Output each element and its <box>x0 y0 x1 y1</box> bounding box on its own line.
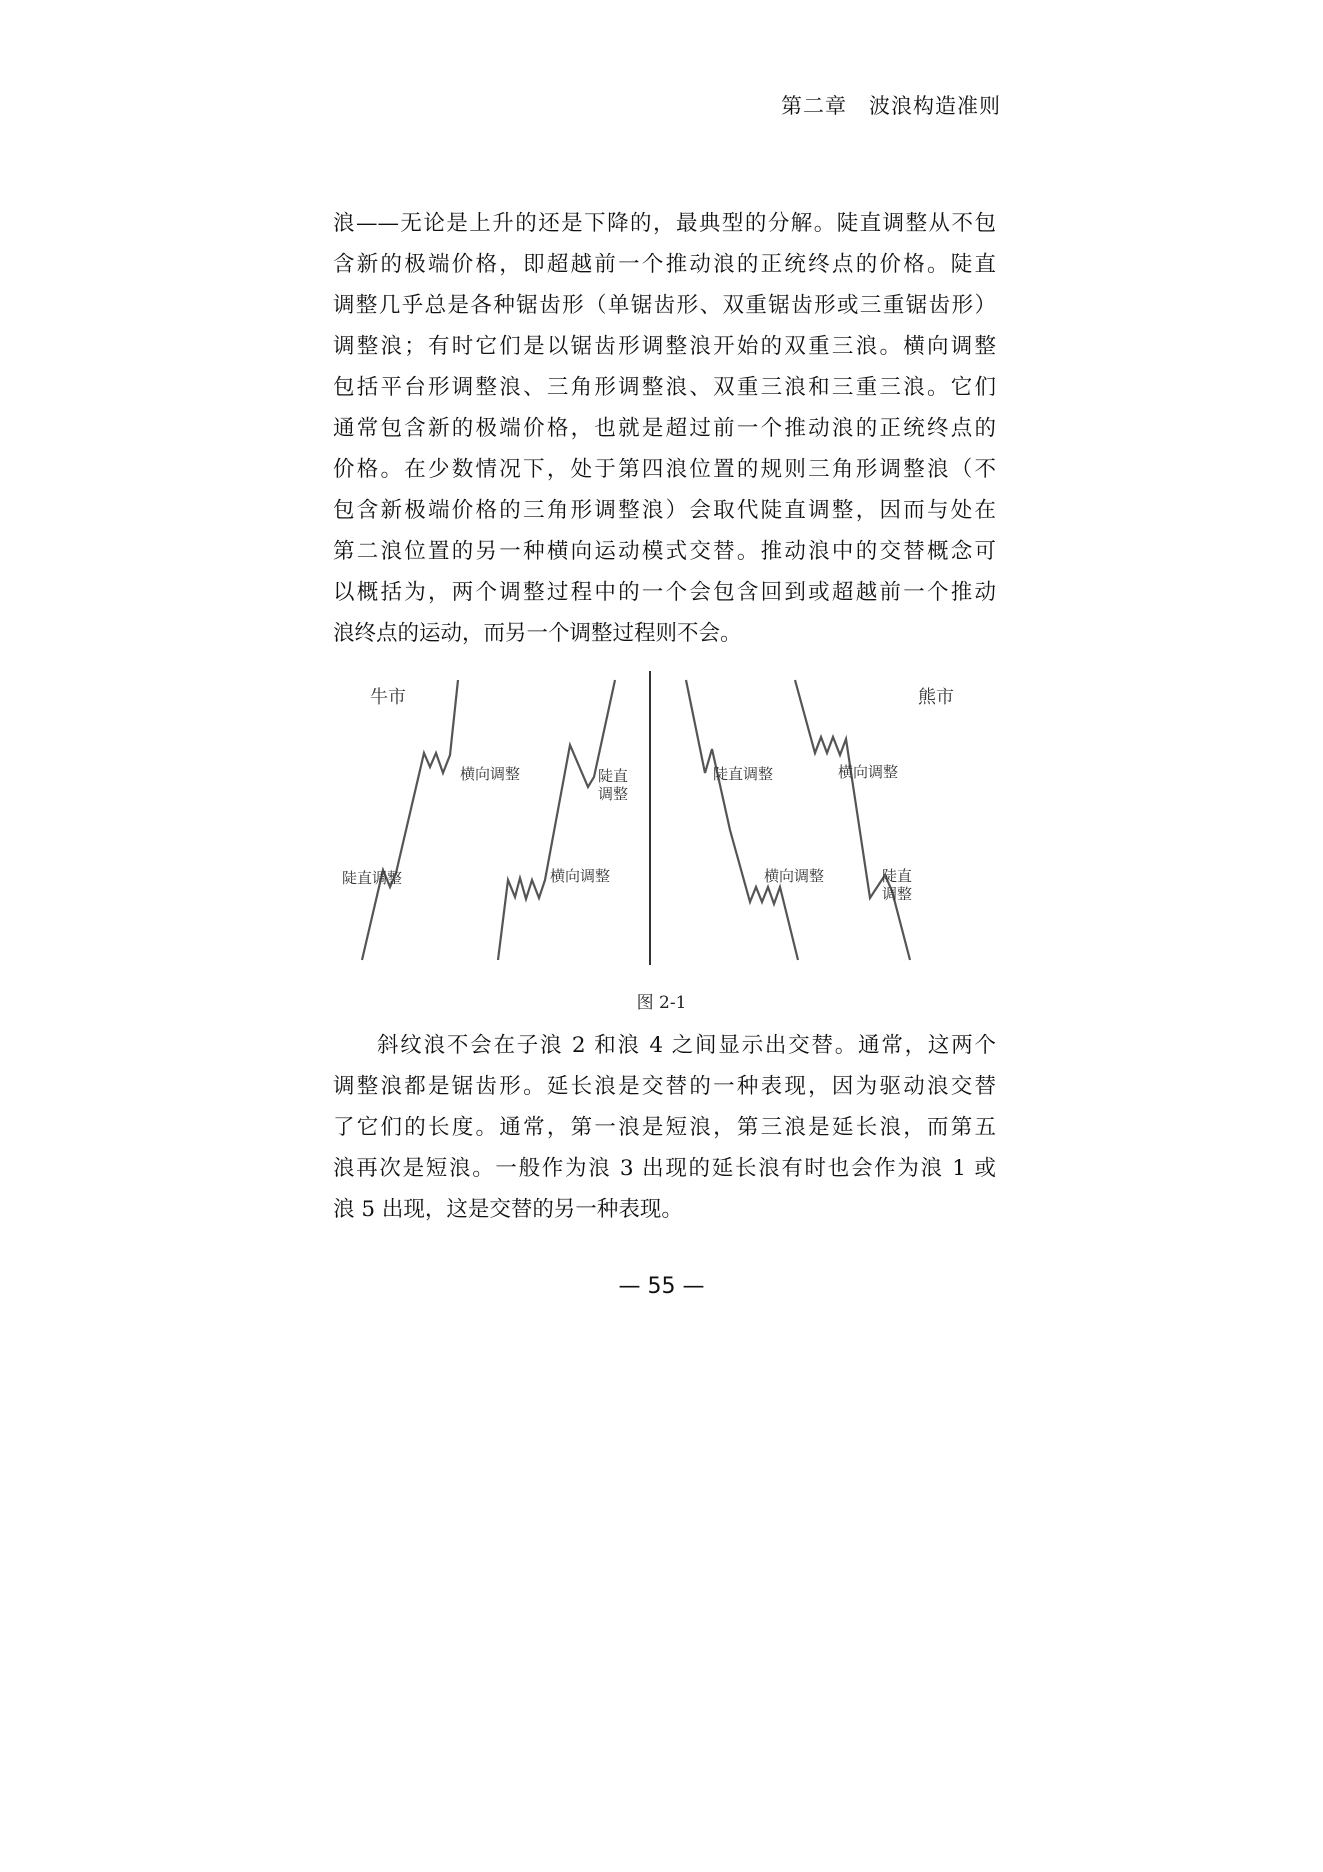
page-number: — 55 — <box>618 1274 705 1299</box>
wave-diagram <box>340 665 1000 970</box>
text-line: 第二浪位置的另一种横向运动模式交替。推动浪中的交替概念可 <box>333 539 996 564</box>
alternation-figure <box>340 665 1000 970</box>
bear-sideways-label-upper: 横向调整 <box>838 763 899 781</box>
bear-sharp-label-upper: 陡直调整 <box>713 765 774 783</box>
text-line: 包含新极端价格的三角形调整浪）会取代陡直调整，因而与处在 <box>333 498 996 523</box>
paragraph-1 <box>333 203 996 654</box>
text-line: 斜纹浪不会在子浪 2 和浪 4 之间显示出交替。通常，这两个 <box>377 1033 996 1058</box>
text-line: 价格。在少数情况下，处于第四浪位置的规则三角形调整浪（不 <box>333 457 996 482</box>
text-line: 以概括为，两个调整过程中的一个会包含回到或超越前一个推动 <box>333 580 996 605</box>
text-line: 通常包含新的极端价格，也就是超过前一个推动浪的正统终点的 <box>333 416 996 441</box>
text-line: 了它们的长度。通常，第一浪是短浪，第三浪是延长浪，而第五 <box>333 1115 996 1140</box>
text-line: 调整浪都是锯齿形。延长浪是交替的一种表现，因为驱动浪交替 <box>333 1074 996 1099</box>
bull-sideways-label-lower: 横向调整 <box>550 867 611 885</box>
bull-sharp-label-line1: 陡直 <box>598 767 629 785</box>
text-line: 浪再次是短浪。一般作为浪 3 出现的延长浪有时也会作为浪 1 或 <box>333 1156 996 1181</box>
bull-sideways-label-upper: 横向调整 <box>460 765 521 783</box>
bear-sideways-label-lower: 横向调整 <box>764 867 825 885</box>
bull-sharp-label-line2: 调整 <box>598 785 629 803</box>
bull-wave-line-2 <box>498 680 615 960</box>
text-line: 浪——无论是上升的还是下降的，最典型的分解。陡直调整从不包 <box>333 211 996 236</box>
paragraph-2 <box>333 1025 996 1230</box>
text-line: 包括平台形调整浪、三角形调整浪、双重三浪和三重三浪。它们 <box>333 375 996 400</box>
bull-market-title: 牛市 <box>370 687 406 708</box>
text-line: 调整浪；有时它们是以锯齿形调整浪开始的双重三浪。横向调整 <box>333 334 996 359</box>
bear-sharp-label-line1: 陡直 <box>882 867 913 885</box>
text-line: 调整几乎总是各种锯齿形（单锯齿形、双重锯齿形或三重锯齿形） <box>333 293 996 318</box>
bear-market-title: 熊市 <box>918 687 954 708</box>
bull-sharp-label-lower: 陡直调整 <box>342 869 403 887</box>
bear-sharp-label-line2: 调整 <box>882 885 913 903</box>
bear-wave-line-1 <box>686 680 798 960</box>
figure-caption: 图 2-1 <box>636 993 687 1013</box>
running-head: 第二章 波浪构造准则 <box>781 94 1001 118</box>
text-line: 含新的极端价格，即超越前一个推动浪的正统终点的价格。陡直 <box>333 252 996 277</box>
bear-wave-line-2 <box>795 680 913 960</box>
bull-wave-line-1 <box>362 680 458 960</box>
text-line: 浪终点的运动，而另一个调整过程则不会。 <box>333 621 742 646</box>
text-line: 浪 5 出现，这是交替的另一种表现。 <box>333 1197 683 1222</box>
